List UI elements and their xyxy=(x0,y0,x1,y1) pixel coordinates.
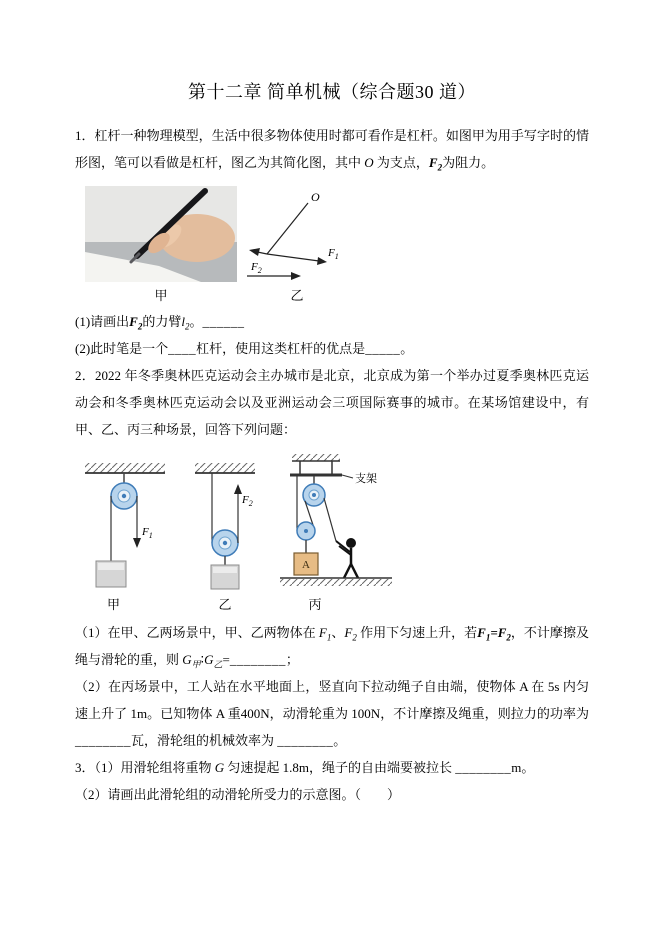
force-F2-label: $F_2$ xyxy=(242,494,253,508)
var-G-letter: G xyxy=(182,652,192,667)
var-F2 xyxy=(344,625,357,643)
weight-block xyxy=(96,561,126,587)
pen-lever-line xyxy=(267,203,308,254)
force-F1-arrow xyxy=(267,254,327,265)
text-run: 。 xyxy=(400,341,414,356)
ceiling-hatch xyxy=(85,463,165,473)
var-G-sub: 乙 xyxy=(213,659,223,670)
question-1-intro xyxy=(75,122,589,176)
weight-block xyxy=(211,565,239,589)
answer-blank: ________ xyxy=(455,760,512,775)
ground-hatch xyxy=(280,579,392,586)
text-run: 为阻力。 xyxy=(442,155,495,170)
fixed-pulley xyxy=(111,483,137,509)
answer-blank: _____ xyxy=(365,341,401,356)
var-F1-sub: 1 xyxy=(326,632,332,643)
var-F2-sub: 2 xyxy=(506,632,511,643)
text-run: 。 xyxy=(333,733,347,748)
text-run: = xyxy=(222,652,230,667)
figure-caption-yi: 乙 xyxy=(218,597,232,612)
text-run: 匀速提起 1.8m，绳子的自由端要被拉长 xyxy=(224,760,456,775)
figure-caption-jia: 甲 xyxy=(154,288,168,303)
var-l2-sub: 2 xyxy=(184,321,190,332)
var-F1-sub: 1 xyxy=(485,632,491,643)
var-F1-letter: F xyxy=(318,625,327,640)
lever-diagram-column xyxy=(247,190,347,304)
movable-pulley-diagram xyxy=(186,461,264,591)
question-2-part-1 xyxy=(75,619,589,673)
text-run: 1．杠杆一种物理模型，生活中很多物体使用时都可看作是杠杆。如图甲为用手写字时的情形图，笔可以看做是杠杆，图乙为其简化图，其中 xyxy=(75,128,589,170)
answer-blank: ______ xyxy=(202,314,245,329)
text-run: 瓦，滑轮组的机械效率为 xyxy=(131,733,278,748)
equals-sign: = xyxy=(490,625,498,640)
baseline-arrow xyxy=(247,272,301,280)
text-run: 为支点， xyxy=(373,155,429,170)
text-run: 杠杆，使用这类杠杆的优点是 xyxy=(196,341,366,356)
question-1-part-1 xyxy=(75,308,589,335)
text-run: ； xyxy=(285,652,299,667)
bracket-label-leader xyxy=(342,475,353,478)
var-G-yi xyxy=(204,652,223,670)
figure-caption-bing: 丙 xyxy=(308,597,322,612)
text-run: 、 xyxy=(331,625,345,640)
rope-free-end xyxy=(324,498,336,541)
support-bracket xyxy=(290,461,342,475)
hand-writing-photo xyxy=(85,186,237,282)
var-F2-sub: 2 xyxy=(137,321,143,332)
scene-bing-column xyxy=(278,451,396,613)
var-F1 xyxy=(477,625,491,643)
var-F2-letter: F xyxy=(428,155,438,170)
photo-column xyxy=(85,186,237,304)
var-G-jia xyxy=(182,652,201,670)
fixed-pulley-diagram xyxy=(77,461,172,591)
answer-blank: ________ xyxy=(229,652,286,667)
fixed-pulley xyxy=(303,484,325,506)
scene-jia-column xyxy=(77,461,172,613)
var-F1-letter: F xyxy=(477,625,486,640)
question-1-figure xyxy=(85,186,589,304)
question-3-part-2: （2）请画出此滑轮组的动滑轮所受力的示意图。（ ） xyxy=(75,787,401,802)
worker-figure xyxy=(336,538,358,578)
block-A-label: A xyxy=(302,559,310,571)
answer-blank: ________ xyxy=(277,733,334,748)
var-F2-letter: F xyxy=(497,625,507,640)
ceiling-hatch xyxy=(292,454,340,461)
pen-lever-diagram xyxy=(247,190,347,282)
ceiling-hatch xyxy=(195,463,255,473)
movable-pulley xyxy=(297,522,315,540)
figure-caption-yi: 乙 xyxy=(290,288,304,303)
question-3-part-1 xyxy=(75,754,589,781)
var-F2-letter: F xyxy=(129,314,138,329)
text-run: m。 xyxy=(511,760,535,775)
scene-yi-column xyxy=(186,461,264,613)
pulley-system-diagram xyxy=(278,451,396,591)
movable-pulley xyxy=(212,530,238,556)
fulcrum-O-label: O xyxy=(311,190,320,204)
block-A xyxy=(294,553,318,575)
text-run: ，不计摩擦及绳与滑轮的重，则 xyxy=(75,625,589,667)
var-F2 xyxy=(428,155,443,173)
figure-caption-jia: 甲 xyxy=(106,597,120,612)
var-F2-sub: 2 xyxy=(352,632,357,643)
bracket-label: 支架 xyxy=(355,473,377,485)
question-2-figure xyxy=(77,451,589,613)
var-F2 xyxy=(129,314,143,332)
var-G: G xyxy=(214,760,225,775)
text-run: (1)请画出 xyxy=(75,314,130,329)
text-run: （2）在丙场景中，工人站在水平地面上，竖直向下拉动绳子自由端，使物体 A 在 5s 内匀速上升了 1m。已知物体 A 重400N，动滑轮重为 100N，不计摩擦及绳重，则拉力的功率为 xyxy=(75,679,589,721)
question-2-part-2 xyxy=(75,673,589,754)
text-run: 3．（1）用滑轮组将重物 xyxy=(75,760,215,775)
ratio-sign: ∶ xyxy=(200,652,205,667)
text-run: 作用下匀速上升，若 xyxy=(356,625,478,640)
force-F2-arrow xyxy=(249,248,267,256)
var-O: O xyxy=(364,155,374,170)
force-F2-label: $F_2$ xyxy=(251,261,262,275)
answer-blank: ________ xyxy=(75,733,131,748)
force-F1-label: $F_1$ xyxy=(142,526,153,540)
var-F2-sub: 2 xyxy=(437,162,443,173)
text-run: 的力臂 xyxy=(142,314,182,329)
var-F2 xyxy=(497,625,511,643)
question-2-intro: 2．2022 年冬季奥林匹克运动会主办城市是北京，北京成为第一个举办过夏季奥林匹克运动会和冬季奥林匹克运动会以及亚洲运动会三项国际赛事的城市。在某场馆建设中，有甲、乙、丙三种场景，回答下列问题： xyxy=(75,368,589,437)
var-F1 xyxy=(318,625,332,643)
force-F1-label: $F_1$ xyxy=(328,247,339,261)
text-run: （1）在甲、乙两场景中，甲、乙两物体在 xyxy=(75,625,319,640)
answer-blank: ____ xyxy=(168,341,197,356)
text-run: 。 xyxy=(189,314,203,329)
page-title: 第十二章 简单机械（综合题30 道） xyxy=(188,82,476,102)
var-l2-letter: l xyxy=(181,314,185,329)
var-F2-letter: F xyxy=(344,625,353,640)
var-G-letter: G xyxy=(204,652,214,667)
text-run: (2)此时笔是一个 xyxy=(75,341,169,356)
var-G-sub: 甲 xyxy=(191,659,201,670)
question-1-part-2 xyxy=(75,335,589,362)
